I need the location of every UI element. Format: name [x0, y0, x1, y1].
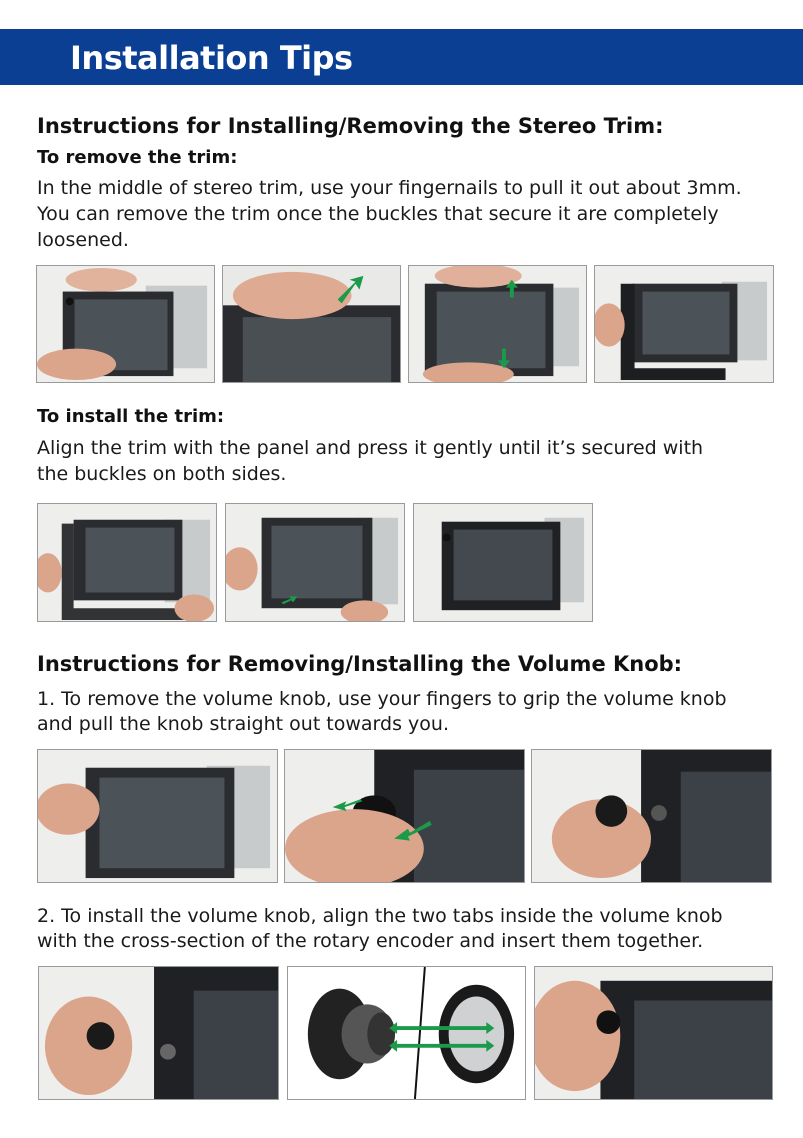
install-trim-photo-3 — [413, 503, 593, 622]
install-trim-photo-2 — [225, 503, 405, 622]
remove-trim-photo-4 — [594, 265, 774, 383]
section-knob-title: Instructions for Removing/Installing the Volume Knob: — [37, 652, 683, 676]
remove-knob-photo-2 — [284, 749, 525, 883]
install-trim-line-1: Align the trim with the panel and press it gently until it’s secured with — [37, 437, 704, 459]
remove-trim-line-1: In the middle of stereo trim, use your fingernails to pull it out about 3mm. — [37, 177, 742, 199]
install-knob-photo-3 — [534, 966, 773, 1100]
install-trim-photo-1 — [37, 503, 217, 622]
knob-step2-line-2: with the cross-section of the rotary encoder and insert them together. — [37, 930, 704, 952]
remove-trim-photo-3 — [408, 265, 587, 383]
install-trim-line-2: the buckles on both sides. — [37, 463, 287, 485]
remove-trim-line-3: loosened. — [37, 229, 129, 251]
header-banner — [0, 29, 803, 85]
install-trim-subtitle: To install the trim: — [37, 406, 225, 427]
remove-knob-photo-3 — [531, 749, 772, 883]
remove-trim-photo-2 — [222, 265, 401, 383]
knob-step2-line-1: 2. To install the volume knob, align the two tabs inside the volume knob — [37, 905, 723, 927]
remove-trim-photo-1 — [36, 265, 215, 383]
remove-trim-subtitle: To remove the trim: — [37, 147, 238, 168]
page-title: Installation Tips — [70, 39, 353, 77]
knob-step1-line-1: 1. To remove the volume knob, use your fingers to grip the volume knob — [37, 688, 727, 710]
remove-knob-photo-1 — [37, 749, 278, 883]
install-knob-photo-1 — [38, 966, 279, 1100]
remove-trim-line-2: You can remove the trim once the buckles that secure it are completely — [37, 203, 719, 225]
knob-step1-line-2: and pull the knob straight out towards you. — [37, 713, 449, 735]
section-trim-title: Instructions for Installing/Removing the Stereo Trim: — [37, 114, 664, 138]
install-knob-diagram — [287, 966, 526, 1100]
